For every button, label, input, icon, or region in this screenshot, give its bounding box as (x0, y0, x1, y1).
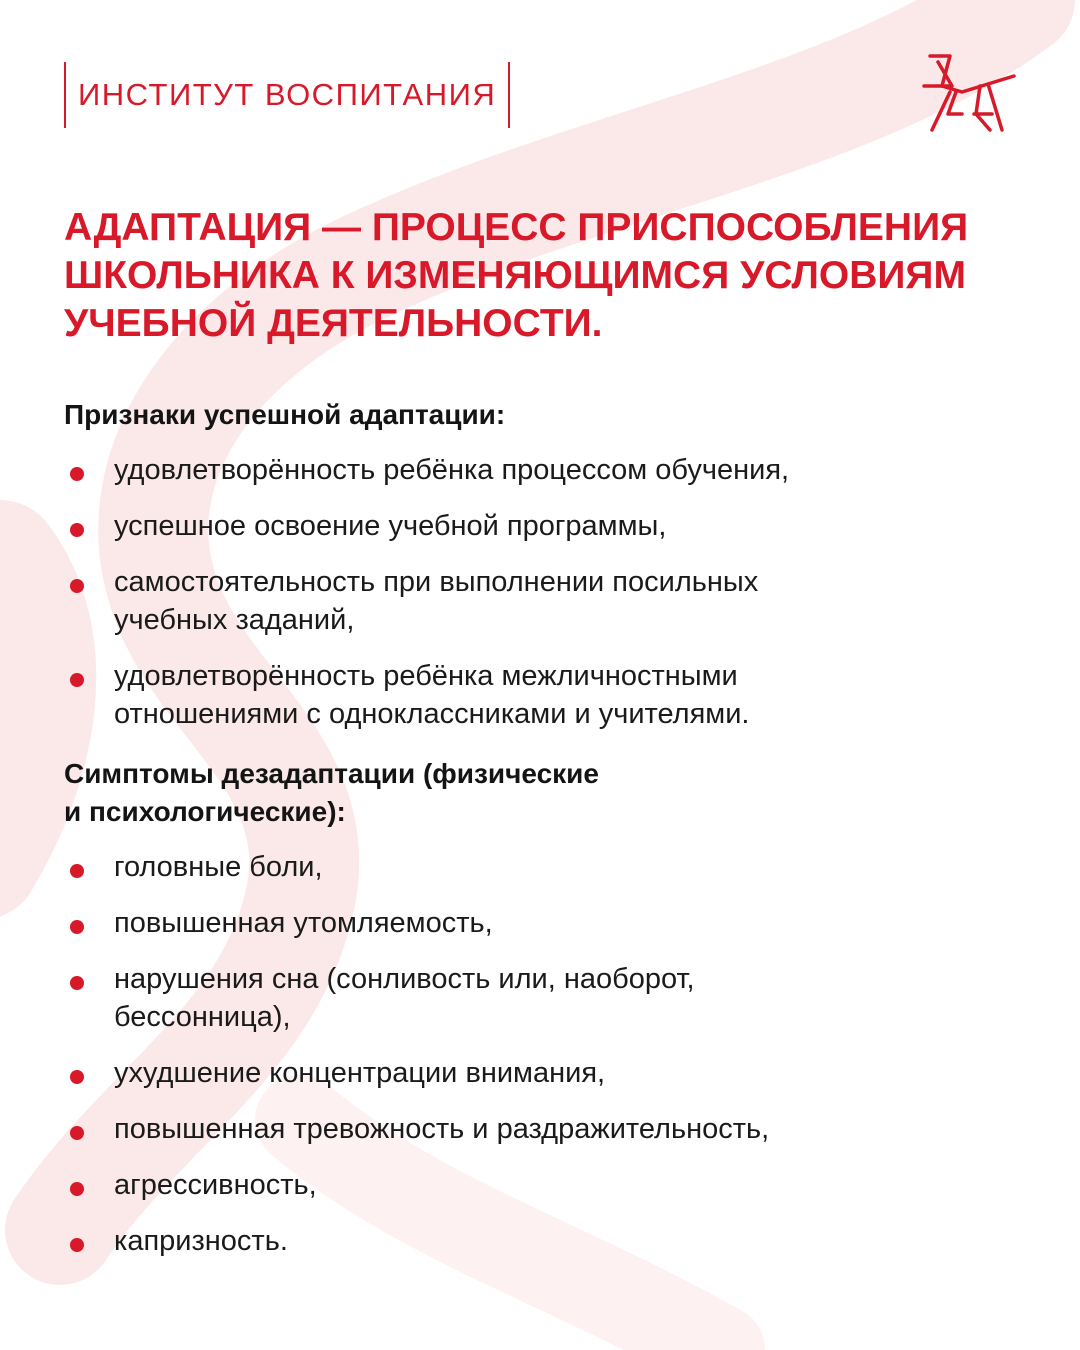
list-item (64, 507, 1024, 545)
bullet-dot-icon (70, 1070, 84, 1084)
section-title-success-signs (64, 396, 964, 434)
list-item-text: нарушения сна (сонливость или, наоборот, (114, 963, 695, 995)
list-item (64, 451, 1024, 489)
headline-line: УЧЕБНОЙ ДЕЯТЕЛЬНОСТИ. (64, 302, 603, 345)
bullet-dot-icon (70, 976, 84, 990)
headline-line: АДАПТАЦИЯ — ПРОЦЕСС ПРИСПОСОБЛЕНИЯ (64, 206, 969, 249)
list-item-text: повышенная утомляемость, (114, 907, 493, 939)
bullet-dot-icon (70, 467, 84, 481)
list-item-text: учебных заданий, (114, 604, 355, 636)
bullet-dot-icon (70, 579, 84, 593)
list-item-text: отношениями с одноклассниками и учителями. (114, 698, 750, 730)
list-item-text: повышенная тревожность и раздражительность, (114, 1113, 770, 1145)
list-item-text: головные боли, (114, 851, 323, 883)
list-item (64, 904, 1024, 942)
list-item (64, 563, 1024, 639)
maladaptation-symptoms-list (64, 848, 1024, 1278)
bullet-dot-icon (70, 1238, 84, 1252)
list-item-text: ухудшение концентрации внимания, (114, 1057, 606, 1089)
list-item (64, 1110, 1024, 1148)
bullet-dot-icon (70, 920, 84, 934)
bullet-dot-icon (70, 673, 84, 687)
list-item (64, 848, 1024, 886)
list-item-text: удовлетворённость ребёнка процессом обучения, (114, 454, 790, 486)
list-item-text: успешное освоение учебной программы, (114, 510, 667, 542)
list-item-text: самостоятельность при выполнении посильных (114, 566, 759, 598)
bullet-dot-icon (70, 1182, 84, 1196)
list-item-text: капризность. (114, 1225, 288, 1257)
list-item (64, 1054, 1024, 1092)
horse-logo-icon (918, 52, 1018, 136)
bullet-dot-icon (70, 864, 84, 878)
brand-name: ИНСТИТУТ ВОСПИТАНИЯ (78, 77, 497, 112)
success-signs-list (64, 451, 1024, 751)
headline (64, 204, 1024, 348)
section-title-line: Симптомы дезадаптации (физические (64, 758, 599, 789)
list-item (64, 1222, 1024, 1260)
bullet-dot-icon (70, 523, 84, 537)
list-item-text: бессонница), (114, 1001, 291, 1033)
list-item-text: агрессивность, (114, 1169, 317, 1201)
list-item (64, 1166, 1024, 1204)
section-title-line: Признаки успешной адаптации: (64, 399, 506, 430)
section-title-maladaptation-symptoms (64, 755, 964, 831)
list-item (64, 960, 1024, 1036)
brand-frame (64, 62, 510, 128)
section-title-line: и психологические): (64, 796, 346, 827)
list-item-text: удовлетворённость ребёнка межличностными (114, 660, 738, 692)
list-item (64, 657, 1024, 733)
headline-line: ШКОЛЬНИКА К ИЗМЕНЯЮЩИМСЯ УСЛОВИЯМ (64, 254, 966, 297)
bullet-dot-icon (70, 1126, 84, 1140)
